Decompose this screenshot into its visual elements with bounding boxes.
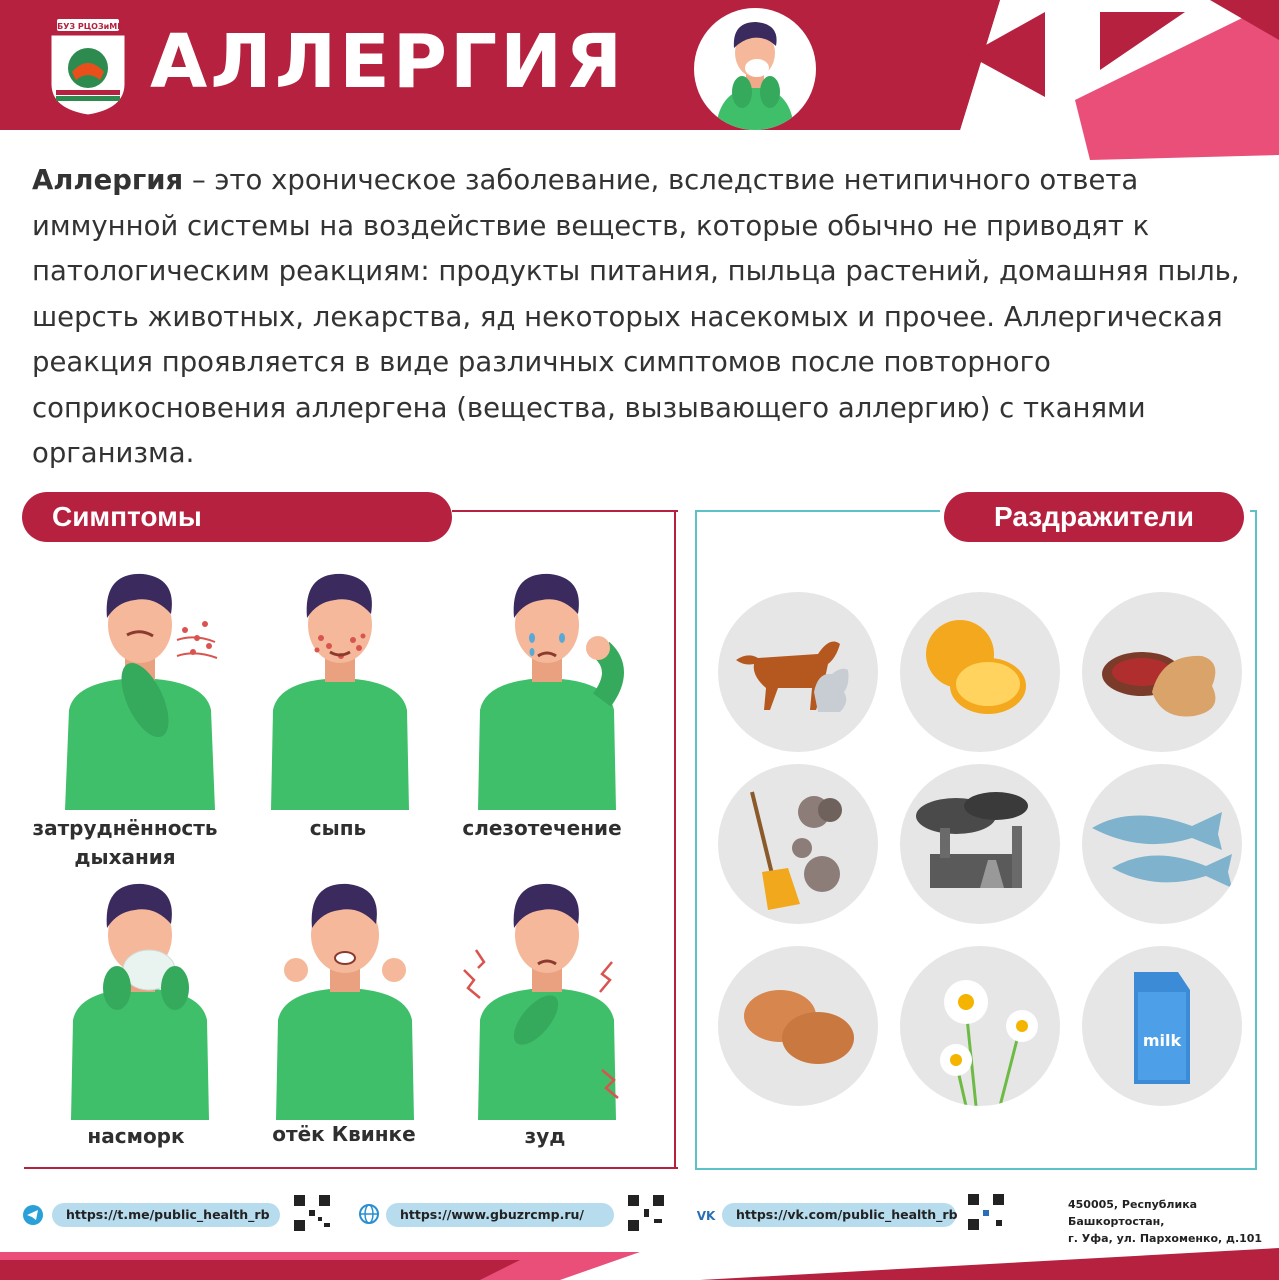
- website-qr-code: [626, 1193, 666, 1233]
- symptoms-heading: Симптомы: [22, 492, 452, 542]
- svg-text:VK: VK: [696, 1209, 716, 1223]
- dust-broom-icon: [718, 764, 878, 924]
- symptom-itching-illustration: [452, 870, 642, 1120]
- irritant-eggs: [718, 946, 878, 1106]
- vk-qr-code: [966, 1192, 1006, 1232]
- orange-icon: [900, 592, 1060, 752]
- breathing-difficulty-icon: [45, 560, 235, 810]
- eggs-icon: [718, 946, 878, 1106]
- footer-decor: [0, 1238, 1279, 1280]
- telegram-link[interactable]: https://t.me/public_health_rb: [52, 1203, 280, 1227]
- address-line-1: 450005, Республика Башкортостан,: [1068, 1198, 1198, 1228]
- symptom-label-itching: зуд: [524, 1124, 566, 1148]
- irritant-chamomile: [900, 946, 1060, 1106]
- vk-icon: [695, 1204, 717, 1226]
- intro-text: – это хроническое заболевание, вследствие нетипичного ответа иммунной системы на воздействие веществ, которые обычно не приводят к патологическим реакциям: продукты питания, пыльца растений, домашняя пыль, шерсть животных, лекарства, яд некоторых насекомых и прочее. Аллергическая реакция проявляется в виде различных симптомов после повторного соприкосновения аллергена (вещества, вызывающего аллергию) с тканями организма.: [32, 164, 1240, 469]
- sneezing-person-icon: [694, 8, 816, 130]
- vk-link[interactable]: https://vk.com/public_health_rb: [722, 1203, 956, 1227]
- symptom-tearing-illustration: [452, 560, 642, 810]
- intro-paragraph: [32, 158, 1257, 477]
- symptom-label-breathing: затруднённость дыхания: [32, 816, 218, 869]
- page-title: АЛЛЕРГИЯ: [150, 19, 626, 105]
- symptom-runny-nose-illustration: [45, 870, 235, 1120]
- irritant-orange: [900, 592, 1060, 752]
- irritant-milk: [1082, 946, 1242, 1106]
- irritants-heading: Раздражители: [944, 492, 1244, 542]
- symptom-label-runny-nose: насморк: [87, 1124, 185, 1148]
- globe-icon: [358, 1203, 380, 1225]
- irritant-pets: [718, 592, 878, 752]
- header-avatar: [694, 8, 816, 130]
- symptoms-frame-top: [452, 510, 678, 512]
- intro-term: Аллергия: [32, 164, 184, 196]
- symptom-label-rash: сыпь: [309, 816, 367, 840]
- irritant-factory: [900, 764, 1060, 924]
- svg-text:ГБУЗ РЦОЗиМП: ГБУЗ РЦОЗиМП: [52, 22, 124, 31]
- chamomile-icon: [900, 946, 1060, 1106]
- milk-label: milk: [1142, 1031, 1182, 1050]
- irritant-fish: [1082, 764, 1242, 924]
- symptom-rash-illustration: [245, 560, 435, 810]
- symptom-angioedema-illustration: [250, 870, 440, 1120]
- telegram-qr-code: [292, 1193, 332, 1233]
- milk-icon: [1082, 946, 1242, 1106]
- runny-nose-icon: [45, 870, 235, 1120]
- symptoms-frame-bottom: [24, 1167, 678, 1169]
- symptom-label-angioedema: отёк Квинке: [272, 1122, 416, 1146]
- itching-icon: [452, 870, 642, 1120]
- symptom-breathing-illustration: [45, 560, 235, 810]
- fish-icon: [1082, 764, 1242, 924]
- website-link[interactable]: https://www.gbuzrcmp.ru/: [386, 1203, 614, 1227]
- angioedema-icon: [250, 870, 440, 1120]
- telegram-icon: [22, 1204, 44, 1226]
- rash-icon: [245, 560, 435, 810]
- factory-smoke-icon: [900, 764, 1060, 924]
- symptom-label-tearing: слезотечение: [462, 816, 622, 840]
- irritant-dust: [718, 764, 878, 924]
- irritant-peanut: [1082, 592, 1242, 752]
- pets-icon: [718, 592, 878, 752]
- tearing-icon: [452, 560, 642, 810]
- peanut-icon: [1082, 592, 1242, 752]
- address-line-2: г. Уфа, ул. Пархоменко, д.101: [1068, 1232, 1263, 1245]
- organization-logo: [42, 14, 134, 118]
